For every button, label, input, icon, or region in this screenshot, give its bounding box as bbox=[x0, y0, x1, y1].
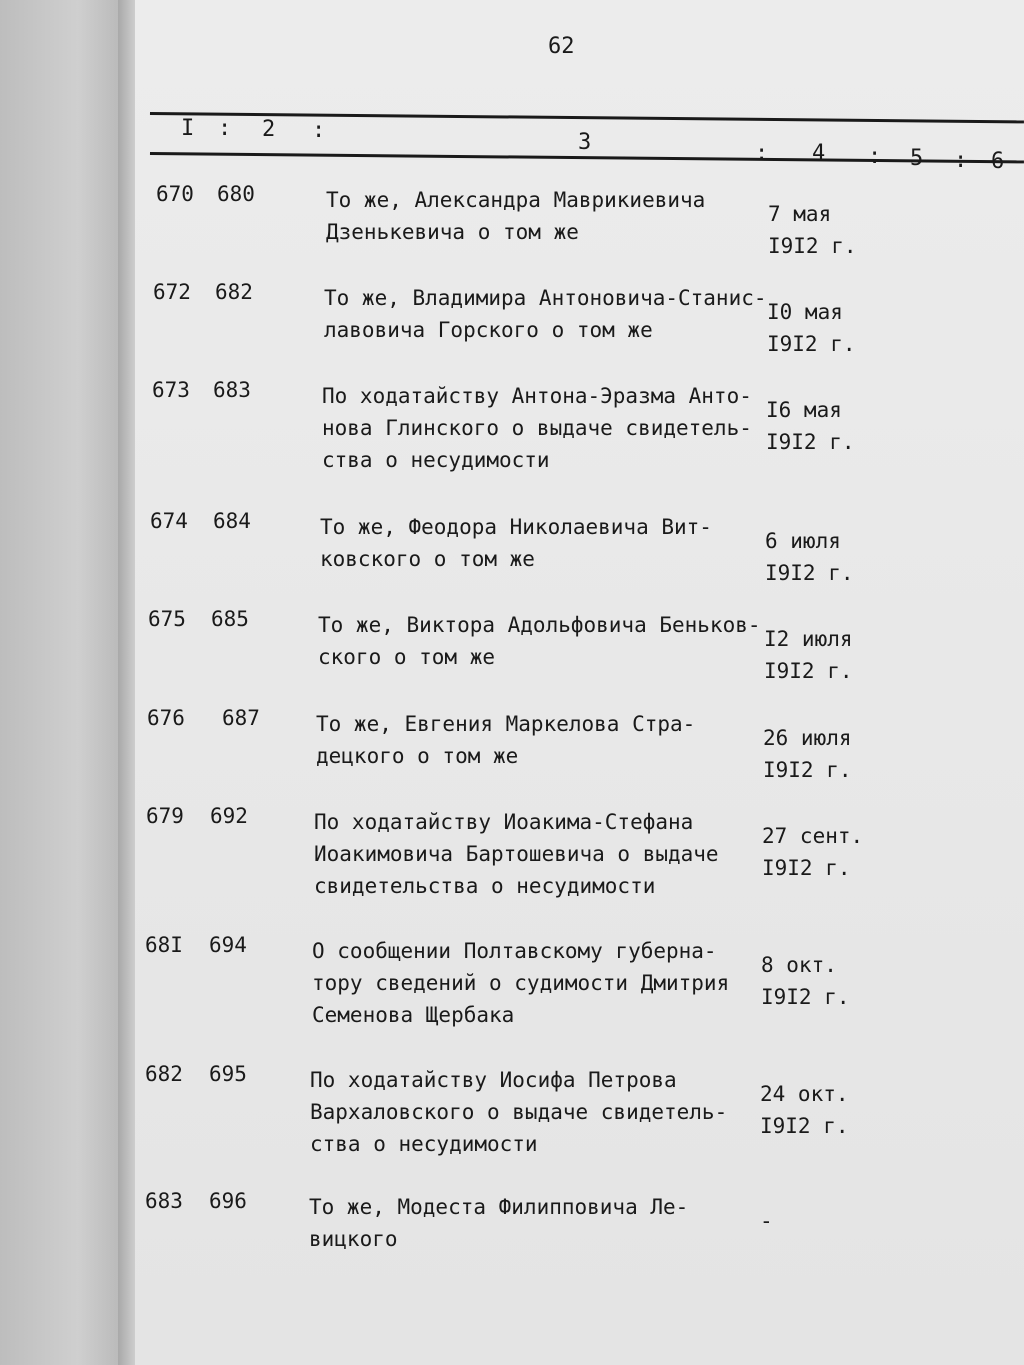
entry-description bbox=[326, 184, 705, 248]
column-header-3: 3 bbox=[578, 130, 592, 155]
description-line: нова Глинского о выдаче свидетель- bbox=[322, 416, 752, 440]
left-page-edge bbox=[0, 0, 130, 1365]
column-separator: : bbox=[755, 141, 769, 166]
description-line: То же, Александра Маврикиевича bbox=[326, 188, 706, 212]
entry-number: 679 bbox=[146, 804, 184, 828]
case-number: 694 bbox=[209, 933, 247, 957]
description-line: То же, Модеста Филипповича Ле- bbox=[309, 1195, 689, 1219]
description-line: ства о несудимости bbox=[322, 448, 550, 472]
date-line: 27 сент. bbox=[762, 824, 864, 848]
column-separator: : bbox=[312, 118, 326, 143]
entry-number: 674 bbox=[150, 509, 188, 533]
date-line: I9I2 г. bbox=[760, 1114, 849, 1138]
column-header-5: 5 bbox=[910, 146, 924, 171]
entry-number: 670 bbox=[156, 182, 194, 206]
date-line: I9I2 г. bbox=[764, 659, 853, 683]
date-line: I9I2 г. bbox=[765, 561, 854, 585]
entry-description bbox=[324, 282, 767, 346]
entry-number: 682 bbox=[145, 1062, 183, 1086]
entry-description bbox=[316, 708, 695, 772]
entry-date bbox=[762, 820, 863, 884]
description-line: Дзенькевича о том же bbox=[326, 220, 579, 244]
date-line: 6 июля bbox=[765, 529, 841, 553]
entry-number: 675 bbox=[148, 607, 186, 631]
entry-description bbox=[320, 511, 712, 575]
entry-description bbox=[310, 1064, 727, 1160]
entry-number: 68I bbox=[145, 933, 183, 957]
description-line: Семенова Щербака bbox=[312, 1003, 515, 1027]
description-line: ского о том же bbox=[318, 645, 496, 669]
column-separator: : bbox=[954, 148, 968, 173]
entry-description bbox=[309, 1191, 688, 1255]
entry-number: 676 bbox=[147, 706, 185, 730]
date-line: I9I2 г. bbox=[763, 758, 852, 782]
entry-description bbox=[312, 935, 729, 1031]
column-separator: : bbox=[218, 116, 232, 141]
entry-number: 683 bbox=[145, 1189, 183, 1213]
date-line: I9I2 г. bbox=[766, 430, 855, 454]
entry-date bbox=[763, 722, 852, 786]
description-line: То же, Виктора Адольфовича Беньков- bbox=[318, 613, 761, 637]
case-number: 696 bbox=[209, 1189, 247, 1213]
description-line: То же, Владимира Антоновича-Станис- bbox=[324, 286, 767, 310]
entry-description bbox=[314, 806, 719, 902]
case-number: 687 bbox=[222, 706, 260, 730]
entry-description bbox=[322, 380, 752, 476]
date-line: I9I2 г. bbox=[768, 234, 857, 258]
column-header-4: 4 bbox=[812, 141, 826, 166]
date-line: 8 окт. bbox=[761, 953, 837, 977]
entry-date bbox=[768, 198, 857, 262]
description-line: О сообщении Полтавскому губерна- bbox=[312, 939, 717, 963]
description-line: свидетельства о несудимости bbox=[314, 874, 656, 898]
entry-date bbox=[766, 394, 855, 458]
date-line: I9I2 г. bbox=[761, 985, 850, 1009]
date-line: I6 мая bbox=[766, 398, 842, 422]
page-number: 62 bbox=[548, 34, 575, 59]
description-line: лавовича Горского о том же bbox=[324, 318, 653, 342]
entry-date bbox=[767, 296, 856, 360]
date-line: 24 окт. bbox=[760, 1082, 849, 1106]
description-line: Иоакимовича Бартошевича о выдаче bbox=[314, 842, 719, 866]
date-line: I9I2 г. bbox=[762, 856, 851, 880]
entry-date bbox=[760, 1078, 849, 1142]
case-number: 682 bbox=[215, 280, 253, 304]
entry-date bbox=[761, 949, 850, 1013]
date-line: 7 мая bbox=[768, 202, 832, 226]
case-number: 695 bbox=[209, 1062, 247, 1086]
description-line: ства о несудимости bbox=[310, 1132, 538, 1156]
case-number: 692 bbox=[210, 804, 248, 828]
description-line: То же, Феодора Николаевича Вит- bbox=[320, 515, 712, 539]
case-number: 685 bbox=[211, 607, 249, 631]
entry-date bbox=[765, 525, 854, 589]
case-number: 680 bbox=[217, 182, 255, 206]
entry-description bbox=[318, 609, 761, 673]
description-line: По ходатайству Иоакима-Стефана bbox=[314, 810, 694, 834]
date-line: - bbox=[760, 1209, 773, 1233]
description-line: децкого о том же bbox=[316, 744, 519, 768]
entry-date bbox=[760, 1205, 773, 1237]
column-header-1: I bbox=[181, 116, 195, 141]
description-line: Вархаловского о выдаче свидетель- bbox=[310, 1100, 728, 1124]
entry-number: 673 bbox=[152, 378, 190, 402]
date-line: I2 июля bbox=[764, 627, 853, 651]
description-line: По ходатайству Иосифа Петрова bbox=[310, 1068, 677, 1092]
date-line: I9I2 г. bbox=[767, 332, 856, 356]
column-header-2: 2 bbox=[262, 117, 276, 142]
entry-number: 672 bbox=[153, 280, 191, 304]
date-line: I0 мая bbox=[767, 300, 843, 324]
case-number: 683 bbox=[213, 378, 251, 402]
description-line: вицкого bbox=[309, 1227, 398, 1251]
description-line: По ходатайству Антона-Эразма Анто- bbox=[322, 384, 752, 408]
description-line: То же, Евгения Маркелова Стра- bbox=[316, 712, 696, 736]
description-line: ковского о том же bbox=[320, 547, 535, 571]
date-line: 26 июля bbox=[763, 726, 852, 750]
description-line: тору сведений о судимости Дмитрия bbox=[312, 971, 730, 995]
column-header-6: 6 bbox=[991, 149, 1005, 174]
column-separator: : bbox=[868, 144, 882, 169]
entry-date bbox=[764, 623, 853, 687]
case-number: 684 bbox=[213, 509, 251, 533]
